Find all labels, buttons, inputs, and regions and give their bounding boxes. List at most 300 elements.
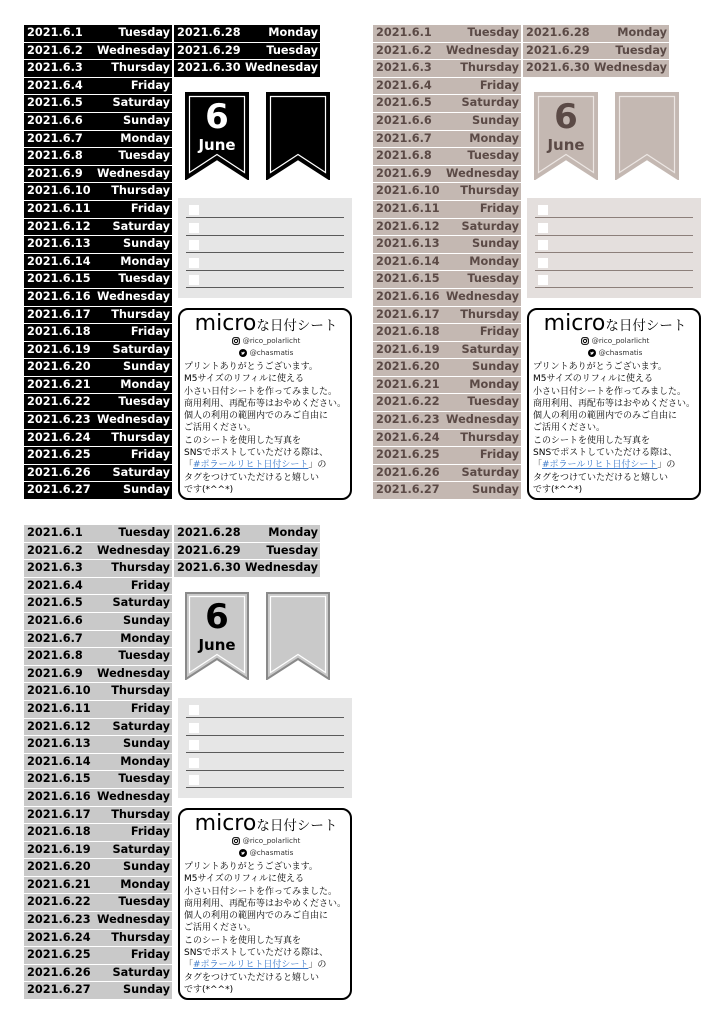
date-row bbox=[24, 113, 172, 130]
message-line: このシートを使用した写真を bbox=[533, 435, 651, 446]
date-row bbox=[373, 342, 521, 359]
message-line: です(*^^*) bbox=[184, 984, 234, 995]
weekday-label: Friday bbox=[130, 448, 170, 462]
date-label: 2021.6.15 bbox=[27, 272, 91, 286]
date-label: 2021.6.26 bbox=[27, 965, 91, 979]
date-row bbox=[24, 965, 172, 982]
message-line: 商用利用、再配布等はおやめください。 bbox=[533, 398, 696, 409]
date-label: 2021.6.13 bbox=[27, 737, 91, 751]
checkbox bbox=[538, 258, 548, 268]
date-label: 2021.6.3 bbox=[376, 61, 432, 75]
date-row bbox=[373, 60, 521, 77]
date-row bbox=[24, 736, 172, 753]
date-label: 2021.6.30 bbox=[177, 61, 241, 75]
message-line: 個人の利用の範囲内でのみご自由に bbox=[184, 411, 329, 422]
date-label: 2021.6.3 bbox=[27, 61, 83, 75]
card-title bbox=[533, 313, 697, 335]
date-label: 2021.6.24 bbox=[27, 430, 91, 444]
date-row bbox=[24, 771, 172, 788]
date-row bbox=[24, 394, 172, 411]
weekday-label: Saturday bbox=[461, 465, 519, 479]
date-label: 2021.6.30 bbox=[177, 561, 241, 575]
date-label: 2021.6.13 bbox=[376, 237, 440, 251]
weekday-label: Tuesday bbox=[118, 772, 170, 786]
message-line: タグをつけていただけると嬉しい bbox=[533, 472, 669, 483]
date-row bbox=[24, 666, 172, 683]
date-label: 2021.6.5 bbox=[27, 596, 83, 610]
date-row bbox=[24, 166, 172, 183]
date-row bbox=[24, 289, 172, 306]
checkbox bbox=[538, 275, 548, 285]
date-label: 2021.6.1 bbox=[376, 26, 432, 39]
instagram-handle-text: @rico_polarlicht bbox=[242, 836, 301, 845]
message-line: このシートを使用した写真を bbox=[184, 935, 302, 946]
date-row bbox=[373, 271, 521, 288]
weekday-label: Monday bbox=[617, 26, 667, 39]
weekday-label: Thursday bbox=[111, 684, 170, 698]
date-row bbox=[24, 377, 172, 394]
weekday-label: Friday bbox=[479, 325, 519, 339]
date-label: 2021.6.22 bbox=[27, 895, 91, 909]
weekday-label: Friday bbox=[130, 78, 170, 92]
weekday-label: Friday bbox=[130, 325, 170, 339]
checkbox bbox=[189, 758, 199, 768]
hashtag-line bbox=[184, 459, 348, 471]
date-label: 2021.6.27 bbox=[27, 983, 91, 997]
checklist-row bbox=[186, 270, 344, 288]
date-row bbox=[24, 595, 172, 612]
twitter-handle bbox=[184, 847, 348, 859]
hashtag-close-bracket: 」の bbox=[308, 960, 327, 971]
hashtag-close-bracket: 」の bbox=[308, 460, 327, 471]
date-row bbox=[373, 201, 521, 218]
date-row bbox=[373, 447, 521, 464]
weekday-label: Friday bbox=[479, 78, 519, 92]
twitter-handle bbox=[184, 347, 348, 359]
date-row bbox=[373, 482, 521, 499]
date-row bbox=[24, 236, 172, 253]
weekday-label: Tuesday bbox=[118, 526, 170, 539]
flag-shape bbox=[615, 92, 679, 180]
date-label: 2021.6.1 bbox=[27, 26, 83, 39]
date-row bbox=[24, 877, 172, 894]
date-label: 2021.6.15 bbox=[376, 272, 440, 286]
message-line: 商用利用、再配布等はおやめください。 bbox=[184, 898, 347, 909]
date-row bbox=[24, 148, 172, 165]
date-label: 2021.6.19 bbox=[27, 342, 91, 356]
instagram-icon bbox=[232, 837, 240, 845]
date-row bbox=[373, 78, 521, 95]
date-row bbox=[174, 25, 320, 42]
weekday-label: Monday bbox=[469, 254, 519, 268]
instagram-handle-text: @rico_polarlicht bbox=[591, 336, 650, 345]
weekday-label: Thursday bbox=[111, 930, 170, 944]
message-line: プリントありがとうございます。 bbox=[184, 362, 318, 372]
date-row bbox=[373, 148, 521, 165]
weekday-label: Thursday bbox=[460, 184, 519, 198]
weekday-label: Tuesday bbox=[467, 395, 519, 409]
date-row bbox=[24, 947, 172, 964]
weekday-label: Thursday bbox=[460, 61, 519, 75]
checklist-box bbox=[178, 198, 352, 298]
date-row bbox=[24, 930, 172, 947]
date-row bbox=[373, 254, 521, 271]
weekday-label: Saturday bbox=[461, 342, 519, 356]
info-card bbox=[527, 308, 701, 500]
date-row bbox=[174, 60, 320, 77]
weekday-label: Sunday bbox=[472, 360, 519, 374]
message-line: です(*^^*) bbox=[533, 484, 583, 495]
date-label: 2021.6.8 bbox=[27, 149, 83, 163]
weekday-label: Sunday bbox=[123, 860, 170, 874]
blank-flag bbox=[615, 92, 679, 180]
weekday-label: Tuesday bbox=[467, 272, 519, 286]
weekday-label: Friday bbox=[479, 201, 519, 215]
message-line: 個人の利用の範囲内でのみご自由に bbox=[533, 411, 678, 422]
date-label: 2021.6.27 bbox=[376, 483, 440, 497]
message-line: M5サイズのリフィルに使える bbox=[184, 874, 305, 885]
date-row bbox=[24, 789, 172, 806]
message-line: 小さい日付シートを作ってみました。 bbox=[533, 386, 687, 397]
weekday-label: Wednesday bbox=[97, 43, 170, 57]
date-row bbox=[24, 683, 172, 700]
date-label: 2021.6.23 bbox=[27, 913, 91, 927]
weekday-label: Thursday bbox=[460, 430, 519, 444]
date-label: 2021.6.13 bbox=[27, 237, 91, 251]
weekday-label: Wednesday bbox=[97, 789, 170, 803]
checklist-row bbox=[186, 235, 344, 253]
date-label: 2021.6.6 bbox=[376, 113, 432, 127]
date-label: 2021.6.14 bbox=[27, 254, 91, 268]
date-label: 2021.6.24 bbox=[27, 930, 91, 944]
weekday-label: Thursday bbox=[111, 807, 170, 821]
weekday-label: Sunday bbox=[123, 237, 170, 251]
weekday-label: Wednesday bbox=[97, 413, 170, 427]
date-label: 2021.6.7 bbox=[27, 631, 83, 645]
instagram-handle bbox=[184, 335, 348, 347]
weekday-label: Wednesday bbox=[446, 289, 519, 303]
twitter-handle-text: @chasmatis bbox=[249, 348, 294, 357]
date-label: 2021.6.30 bbox=[526, 61, 590, 75]
date-column-extra bbox=[174, 525, 320, 578]
weekday-label: Monday bbox=[268, 526, 318, 539]
date-label: 2021.6.21 bbox=[27, 877, 91, 891]
weekday-label: Sunday bbox=[123, 360, 170, 374]
date-row bbox=[373, 131, 521, 148]
date-label: 2021.6.19 bbox=[376, 342, 440, 356]
checklist-box bbox=[527, 198, 701, 298]
date-label: 2021.6.25 bbox=[376, 448, 440, 462]
weekday-label: Monday bbox=[120, 377, 170, 391]
date-row bbox=[24, 525, 172, 542]
weekday-label: Wednesday bbox=[97, 289, 170, 303]
date-label: 2021.6.7 bbox=[27, 131, 83, 145]
message-line: ご活用ください。 bbox=[184, 423, 257, 434]
weekday-label: Saturday bbox=[112, 842, 170, 856]
date-label: 2021.6.18 bbox=[27, 825, 91, 839]
date-label: 2021.6.6 bbox=[27, 113, 83, 127]
date-row bbox=[24, 482, 172, 499]
date-label: 2021.6.17 bbox=[27, 307, 91, 321]
weekday-label: Monday bbox=[469, 377, 519, 391]
weekday-label: Wednesday bbox=[97, 166, 170, 180]
weekday-label: Monday bbox=[469, 131, 519, 145]
date-row bbox=[373, 324, 521, 341]
date-label: 2021.6.11 bbox=[27, 201, 91, 215]
date-label: 2021.6.29 bbox=[526, 43, 590, 57]
twitter-icon bbox=[588, 349, 596, 357]
checkbox bbox=[189, 258, 199, 268]
weekday-label: Thursday bbox=[111, 61, 170, 75]
instagram-handle-text: @rico_polarlicht bbox=[242, 336, 301, 345]
date-row bbox=[24, 412, 172, 429]
checkbox bbox=[538, 240, 548, 250]
date-label: 2021.6.29 bbox=[177, 543, 241, 557]
date-label: 2021.6.2 bbox=[376, 43, 432, 57]
hashtag-close-bracket: 」の bbox=[657, 460, 676, 471]
title-latin: micro bbox=[194, 811, 257, 836]
date-label: 2021.6.26 bbox=[376, 465, 440, 479]
date-label: 2021.6.20 bbox=[376, 360, 440, 374]
weekday-label: Wednesday bbox=[446, 413, 519, 427]
date-row bbox=[373, 25, 521, 42]
weekday-label: Sunday bbox=[472, 113, 519, 127]
weekday-label: Tuesday bbox=[266, 43, 318, 57]
date-row bbox=[523, 43, 669, 60]
date-label: 2021.6.7 bbox=[376, 131, 432, 145]
date-label: 2021.6.5 bbox=[27, 96, 83, 110]
date-label: 2021.6.4 bbox=[376, 78, 432, 92]
date-row bbox=[24, 78, 172, 95]
checklist-row bbox=[186, 770, 344, 788]
date-row bbox=[24, 342, 172, 359]
checkbox bbox=[189, 275, 199, 285]
checkbox bbox=[189, 240, 199, 250]
month-number: 6 bbox=[205, 97, 229, 137]
weekday-label: Wednesday bbox=[97, 666, 170, 680]
message-line: 商用利用、再配布等はおやめください。 bbox=[184, 398, 347, 409]
date-label: 2021.6.5 bbox=[376, 96, 432, 110]
twitter-handle bbox=[533, 347, 697, 359]
date-sheet-panel bbox=[24, 25, 352, 501]
card-title bbox=[184, 313, 348, 335]
flag-shape bbox=[266, 92, 330, 180]
date-label: 2021.6.28 bbox=[526, 26, 590, 39]
date-row bbox=[24, 648, 172, 665]
checklist-row bbox=[186, 753, 344, 771]
date-label: 2021.6.20 bbox=[27, 860, 91, 874]
date-row bbox=[24, 307, 172, 324]
weekday-label: Tuesday bbox=[118, 26, 170, 39]
weekday-label: Friday bbox=[130, 701, 170, 715]
date-row bbox=[24, 560, 172, 577]
date-label: 2021.6.29 bbox=[177, 43, 241, 57]
date-label: 2021.6.2 bbox=[27, 543, 83, 557]
card-message bbox=[533, 361, 697, 496]
date-label: 2021.6.23 bbox=[376, 413, 440, 427]
date-label: 2021.6.8 bbox=[27, 649, 83, 663]
message-line: ご活用ください。 bbox=[533, 423, 606, 434]
hashtag-open-bracket: 「 bbox=[184, 960, 194, 971]
message-line: 小さい日付シートを作ってみました。 bbox=[184, 386, 338, 397]
checklist-row bbox=[186, 735, 344, 753]
weekday-label: Thursday bbox=[460, 307, 519, 321]
date-row bbox=[24, 912, 172, 929]
date-row bbox=[24, 754, 172, 771]
date-row bbox=[174, 43, 320, 60]
weekday-label: Tuesday bbox=[615, 43, 667, 57]
month-flag bbox=[534, 92, 598, 180]
weekday-label: Sunday bbox=[123, 983, 170, 997]
date-label: 2021.6.4 bbox=[27, 578, 83, 592]
date-row bbox=[373, 219, 521, 236]
date-row bbox=[373, 289, 521, 306]
date-row bbox=[24, 25, 172, 42]
date-label: 2021.6.20 bbox=[27, 360, 91, 374]
date-label: 2021.6.4 bbox=[27, 78, 83, 92]
hashtag-link[interactable]: #ポラールリヒト日付シート bbox=[542, 460, 658, 471]
weekday-label: Sunday bbox=[472, 483, 519, 497]
title-latin: micro bbox=[194, 311, 257, 336]
weekday-label: Monday bbox=[120, 754, 170, 768]
weekday-label: Sunday bbox=[123, 483, 170, 497]
weekday-label: Tuesday bbox=[118, 395, 170, 409]
date-row bbox=[24, 60, 172, 77]
instagram-handle bbox=[184, 835, 348, 847]
checkbox bbox=[538, 223, 548, 233]
date-sheet-panel bbox=[24, 525, 352, 1001]
month-number: 6 bbox=[554, 97, 578, 137]
date-label: 2021.6.6 bbox=[27, 613, 83, 627]
card-title bbox=[184, 813, 348, 835]
date-label: 2021.6.28 bbox=[177, 526, 241, 539]
date-row bbox=[24, 183, 172, 200]
title-japanese: な日付シート bbox=[256, 318, 338, 334]
hashtag-link[interactable]: #ポラールリヒト日付シート bbox=[193, 460, 309, 471]
date-row bbox=[24, 543, 172, 560]
date-row bbox=[24, 842, 172, 859]
message-line: タグをつけていただけると嬉しい bbox=[184, 472, 320, 483]
checkbox bbox=[189, 205, 199, 215]
date-label: 2021.6.8 bbox=[376, 149, 432, 163]
message-line: 小さい日付シートを作ってみました。 bbox=[184, 886, 338, 897]
date-label: 2021.6.15 bbox=[27, 772, 91, 786]
weekday-label: Friday bbox=[130, 948, 170, 962]
weekday-label: Monday bbox=[120, 631, 170, 645]
date-row bbox=[174, 525, 320, 542]
weekday-label: Wednesday bbox=[245, 561, 318, 575]
date-row bbox=[24, 430, 172, 447]
date-label: 2021.6.21 bbox=[27, 377, 91, 391]
hashtag-link[interactable]: #ポラールリヒト日付シート bbox=[193, 960, 309, 971]
date-label: 2021.6.2 bbox=[27, 43, 83, 57]
date-label: 2021.6.17 bbox=[376, 307, 440, 321]
date-label: 2021.6.16 bbox=[27, 789, 91, 803]
weekday-label: Tuesday bbox=[266, 543, 318, 557]
weekday-label: Tuesday bbox=[118, 895, 170, 909]
month-number: 6 bbox=[205, 597, 229, 637]
weekday-label: Sunday bbox=[123, 737, 170, 751]
weekday-label: Friday bbox=[130, 825, 170, 839]
date-row bbox=[24, 43, 172, 60]
date-label: 2021.6.12 bbox=[376, 219, 440, 233]
date-row bbox=[373, 113, 521, 130]
month-name: June bbox=[547, 136, 585, 154]
checkbox bbox=[189, 740, 199, 750]
message-line: プリントありがとうございます。 bbox=[533, 362, 667, 372]
date-label: 2021.6.23 bbox=[27, 413, 91, 427]
date-row bbox=[24, 95, 172, 112]
weekday-label: Tuesday bbox=[467, 149, 519, 163]
date-label: 2021.6.18 bbox=[376, 325, 440, 339]
weekday-label: Sunday bbox=[123, 113, 170, 127]
date-row bbox=[174, 560, 320, 577]
date-row bbox=[24, 324, 172, 341]
date-row bbox=[24, 447, 172, 464]
date-label: 2021.6.16 bbox=[27, 289, 91, 303]
weekday-label: Tuesday bbox=[118, 149, 170, 163]
date-label: 2021.6.9 bbox=[376, 166, 432, 180]
checkbox bbox=[189, 705, 199, 715]
instagram-icon bbox=[232, 337, 240, 345]
weekday-label: Friday bbox=[130, 201, 170, 215]
date-label: 2021.6.27 bbox=[27, 483, 91, 497]
checklist-row bbox=[186, 218, 344, 236]
blank-flag bbox=[266, 92, 330, 180]
date-label: 2021.6.11 bbox=[27, 701, 91, 715]
weekday-label: Saturday bbox=[112, 96, 170, 110]
date-row bbox=[373, 359, 521, 376]
date-label: 2021.6.26 bbox=[27, 465, 91, 479]
date-row bbox=[373, 412, 521, 429]
title-japanese: な日付シート bbox=[605, 318, 687, 334]
weekday-label: Tuesday bbox=[118, 272, 170, 286]
weekday-label: Wednesday bbox=[97, 913, 170, 927]
weekday-label: Monday bbox=[120, 877, 170, 891]
weekday-label: Thursday bbox=[111, 307, 170, 321]
message-line: タグをつけていただけると嬉しい bbox=[184, 972, 320, 983]
instagram-handle bbox=[533, 335, 697, 347]
date-row bbox=[24, 613, 172, 630]
date-label: 2021.6.28 bbox=[177, 26, 241, 39]
date-sheet-panel bbox=[373, 25, 701, 501]
date-row bbox=[24, 219, 172, 236]
weekday-label: Wednesday bbox=[446, 166, 519, 180]
checkbox bbox=[538, 205, 548, 215]
title-latin: micro bbox=[543, 311, 606, 336]
weekday-label: Saturday bbox=[461, 96, 519, 110]
date-label: 2021.6.24 bbox=[376, 430, 440, 444]
checkbox bbox=[189, 723, 199, 733]
checklist-row bbox=[186, 718, 344, 736]
info-card bbox=[178, 808, 352, 1000]
message-line: ご活用ください。 bbox=[184, 923, 257, 934]
date-row bbox=[174, 543, 320, 560]
message-line: このシートを使用した写真を bbox=[184, 435, 302, 446]
date-label: 2021.6.17 bbox=[27, 807, 91, 821]
weekday-label: Saturday bbox=[112, 965, 170, 979]
weekday-label: Saturday bbox=[112, 342, 170, 356]
weekday-label: Friday bbox=[479, 448, 519, 462]
weekday-label: Thursday bbox=[111, 430, 170, 444]
date-row bbox=[24, 824, 172, 841]
date-row bbox=[373, 430, 521, 447]
date-label: 2021.6.12 bbox=[27, 219, 91, 233]
checkbox bbox=[189, 223, 199, 233]
date-label: 2021.6.10 bbox=[27, 684, 91, 698]
checklist-box bbox=[178, 698, 352, 798]
date-row bbox=[24, 359, 172, 376]
